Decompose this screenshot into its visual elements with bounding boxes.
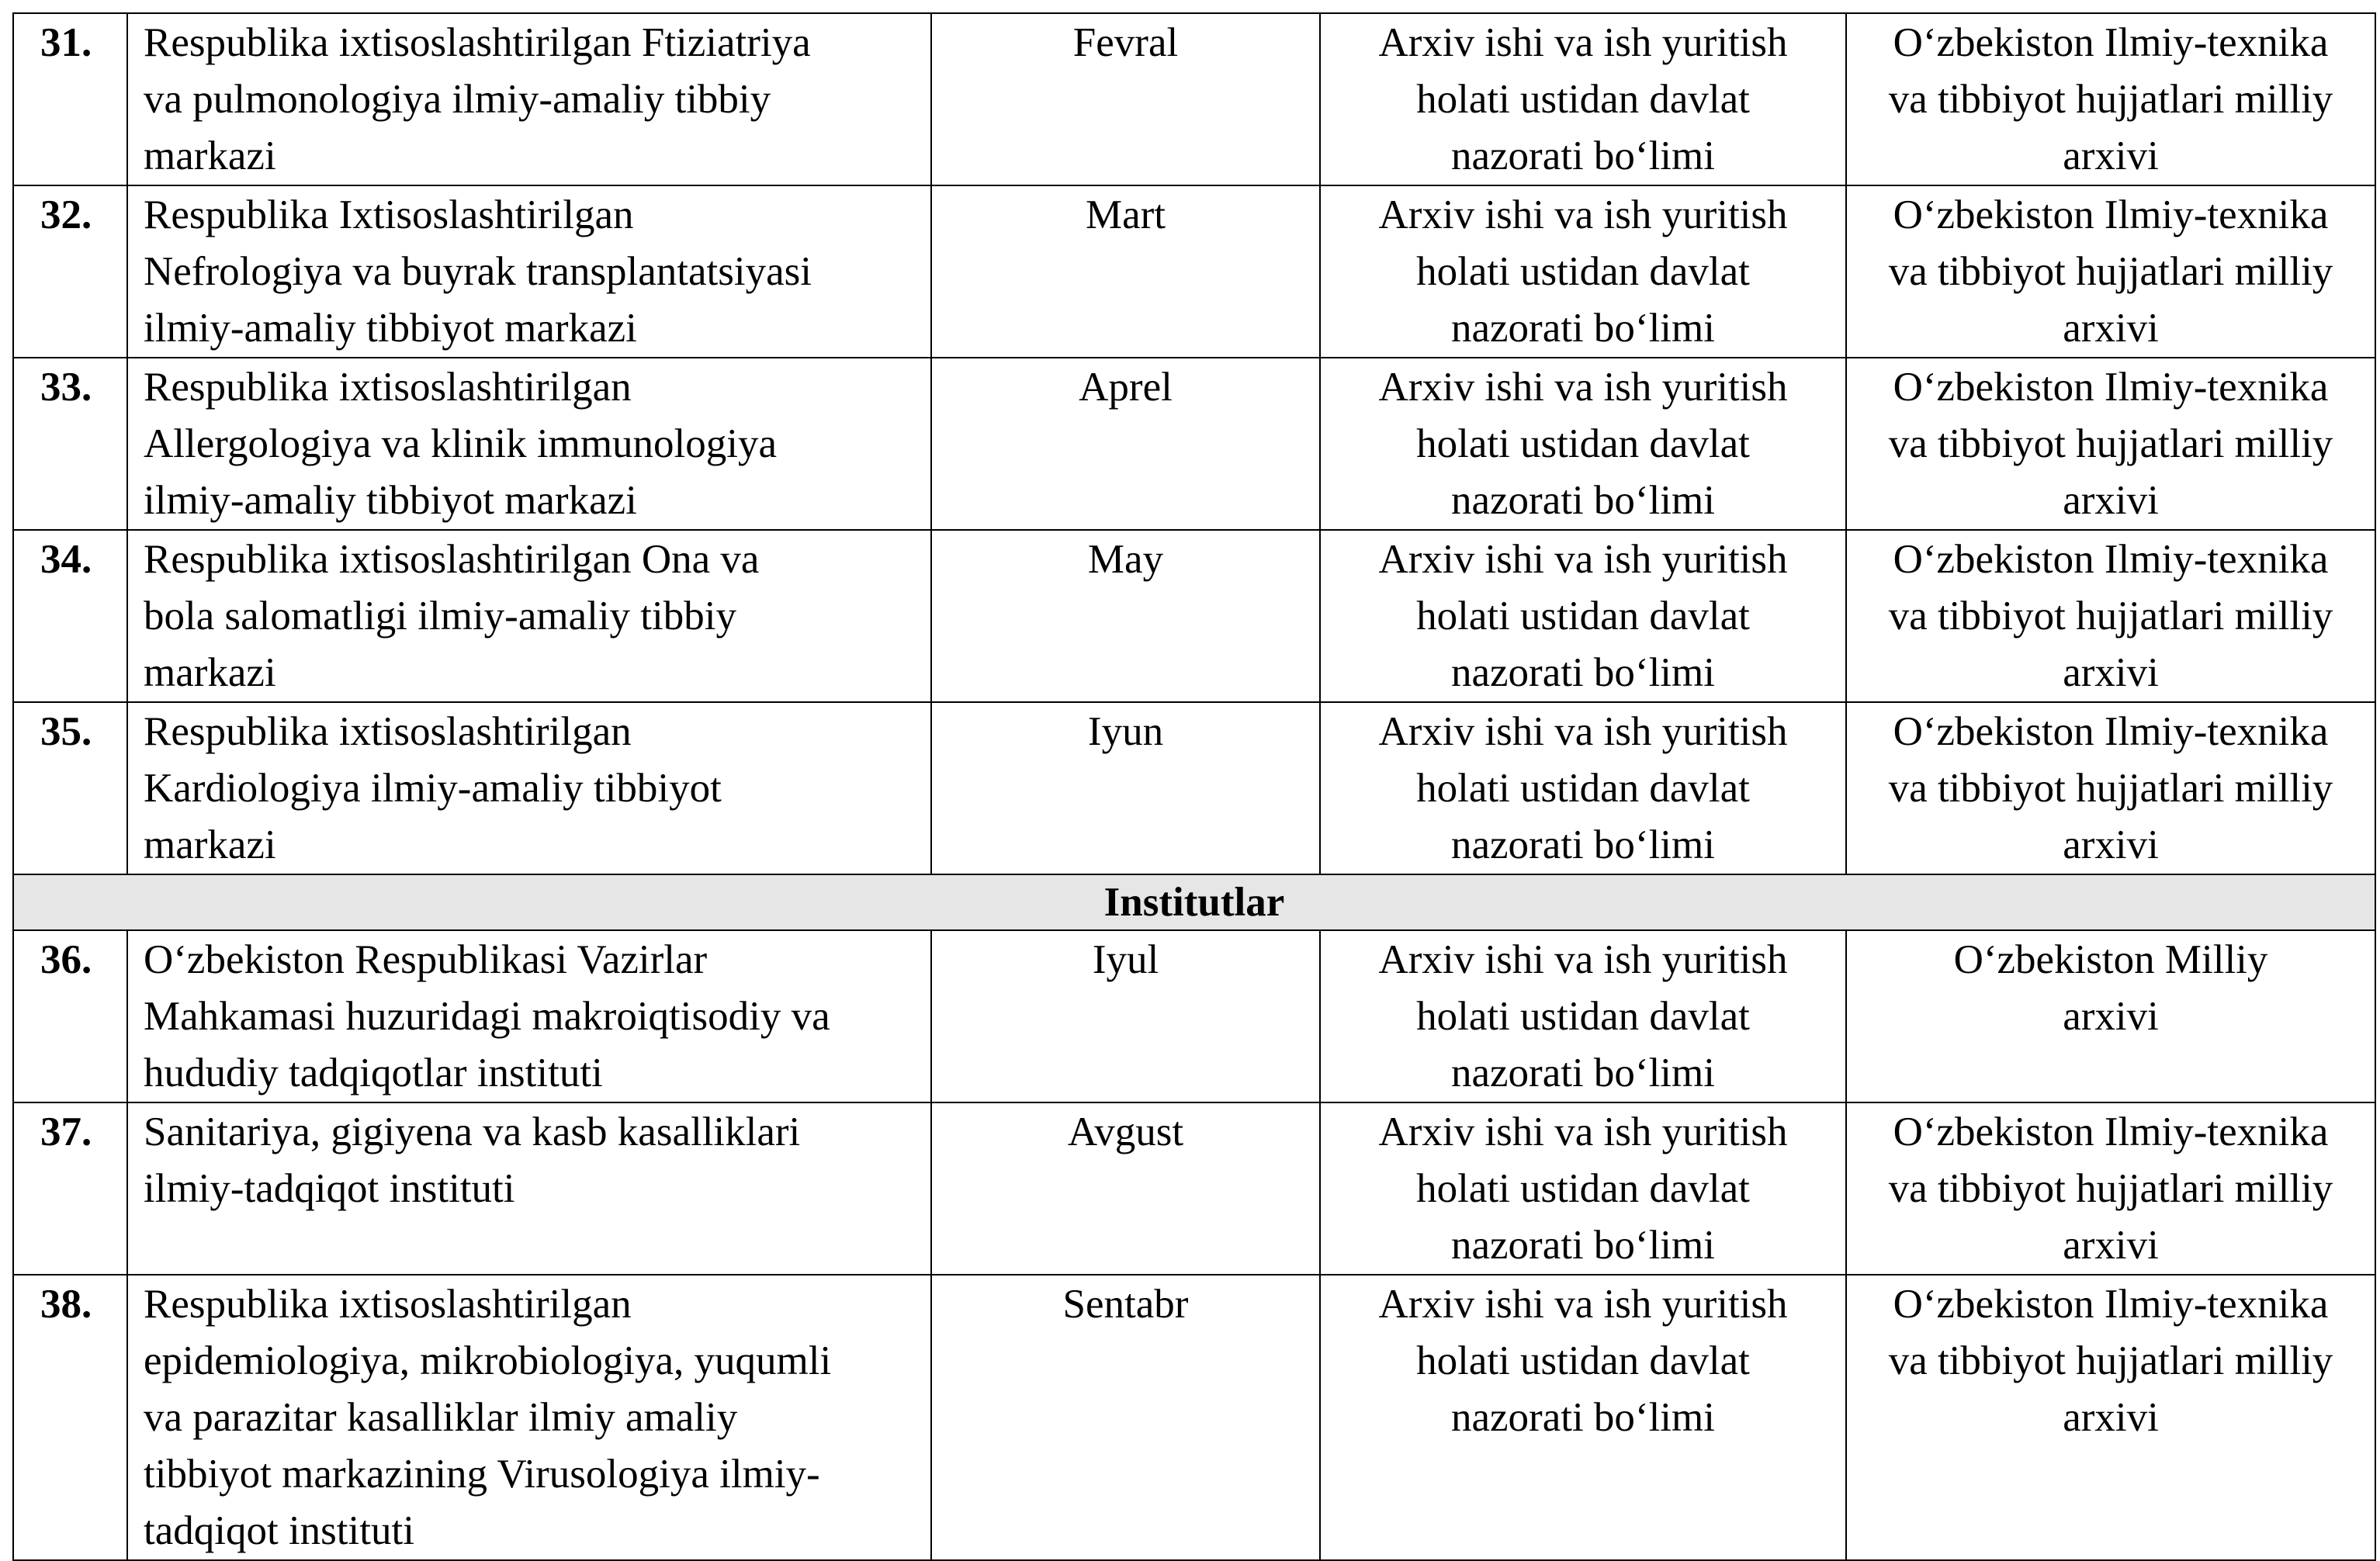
responsible-department: Arxiv ishi va ish yuritish holati ustidan davlat nazorati bo‘limi (1320, 530, 1846, 702)
table-row (13, 702, 2375, 874)
archive-name: O‘zbekiston Ilmiy-texnika va tibbiyot hujjatlari milliy arxivi (1846, 13, 2375, 185)
table-row (13, 530, 2375, 702)
inspection-month: Fevral (931, 13, 1320, 185)
row-number: 33. (13, 358, 127, 530)
organization-name: Respublika ixtisoslashtirilgan Allergologiya va klinik immunologiya ilmiy-amaliy tibbiyot markazi (127, 358, 931, 530)
row-number: 31. (13, 13, 127, 185)
organization-name: Sanitariya, gigiyena va kasb kasalliklari ilmiy-tadqiqot instituti (127, 1102, 931, 1275)
responsible-department: Arxiv ishi va ish yuritish holati ustidan davlat nazorati bo‘limi (1320, 185, 1846, 358)
responsible-department: Arxiv ishi va ish yuritish holati ustidan davlat nazorati bo‘limi (1320, 13, 1846, 185)
organization-name: Respublika ixtisoslashtirilgan epidemiologiya, mikrobiologiya, yuqumli va parazitar kasalliklar ilmiy amaliy tibbiyot markazining Virusologiya ilmiy- tadqiqot instituti (127, 1275, 931, 1560)
inspection-month: May (931, 530, 1320, 702)
table-row (13, 358, 2375, 530)
archive-name: O‘zbekiston Milliy arxivi (1846, 930, 2375, 1102)
section-heading-row (13, 874, 2375, 930)
organization-name: Respublika ixtisoslashtirilgan Kardiologiya ilmiy-amaliy tibbiyot markazi (127, 702, 931, 874)
document-page (12, 12, 2376, 1561)
organization-name: Respublika ixtisoslashtirilgan Ftiziatriya va pulmonologiya ilmiy-amaliy tibbiy markazi (127, 13, 931, 185)
responsible-department: Arxiv ishi va ish yuritish holati ustidan davlat nazorati bo‘limi (1320, 1275, 1846, 1560)
organization-name: Respublika Ixtisoslashtirilgan Nefrologiya va buyrak transplantatsiyasi ilmiy-amaliy tibbiyot markazi (127, 185, 931, 358)
inspection-month: Iyul (931, 930, 1320, 1102)
archive-name: O‘zbekiston Ilmiy-texnika va tibbiyot hujjatlari milliy arxivi (1846, 702, 2375, 874)
inspection-month: Avgust (931, 1102, 1320, 1275)
table-row (13, 1102, 2375, 1275)
inspection-month: Iyun (931, 702, 1320, 874)
archive-name: O‘zbekiston Ilmiy-texnika va tibbiyot hujjatlari milliy arxivi (1846, 358, 2375, 530)
responsible-department: Arxiv ishi va ish yuritish holati ustidan davlat nazorati bo‘limi (1320, 702, 1846, 874)
responsible-department: Arxiv ishi va ish yuritish holati ustidan davlat nazorati bo‘limi (1320, 358, 1846, 530)
row-number: 37. (13, 1102, 127, 1275)
row-number: 36. (13, 930, 127, 1102)
organization-name: O‘zbekiston Respublikasi Vazirlar Mahkamasi huzuridagi makroiqtisodiy va hududiy tadqiqotlar instituti (127, 930, 931, 1102)
row-number: 34. (13, 530, 127, 702)
table-row (13, 13, 2375, 185)
archive-name: O‘zbekiston Ilmiy-texnika va tibbiyot hujjatlari milliy arxivi (1846, 185, 2375, 358)
inspection-month: Aprel (931, 358, 1320, 530)
inspection-month: Sentabr (931, 1275, 1320, 1560)
table-body (13, 13, 2375, 1560)
table-row (13, 1275, 2375, 1560)
archive-name: O‘zbekiston Ilmiy-texnika va tibbiyot hujjatlari milliy arxivi (1846, 1102, 2375, 1275)
row-number: 38. (13, 1275, 127, 1560)
responsible-department: Arxiv ishi va ish yuritish holati ustidan davlat nazorati bo‘limi (1320, 1102, 1846, 1275)
responsible-department: Arxiv ishi va ish yuritish holati ustidan davlat nazorati bo‘limi (1320, 930, 1846, 1102)
row-number: 35. (13, 702, 127, 874)
archive-name: O‘zbekiston Ilmiy-texnika va tibbiyot hujjatlari milliy arxivi (1846, 530, 2375, 702)
section-heading: Institutlar (13, 874, 2375, 930)
row-number: 32. (13, 185, 127, 358)
archive-name: O‘zbekiston Ilmiy-texnika va tibbiyot hujjatlari milliy arxivi (1846, 1275, 2375, 1560)
table-row (13, 930, 2375, 1102)
table-row (13, 185, 2375, 358)
organization-name: Respublika ixtisoslashtirilgan Ona va bola salomatligi ilmiy-amaliy tibbiy markazi (127, 530, 931, 702)
inspection-schedule-table (12, 12, 2376, 1561)
inspection-month: Mart (931, 185, 1320, 358)
